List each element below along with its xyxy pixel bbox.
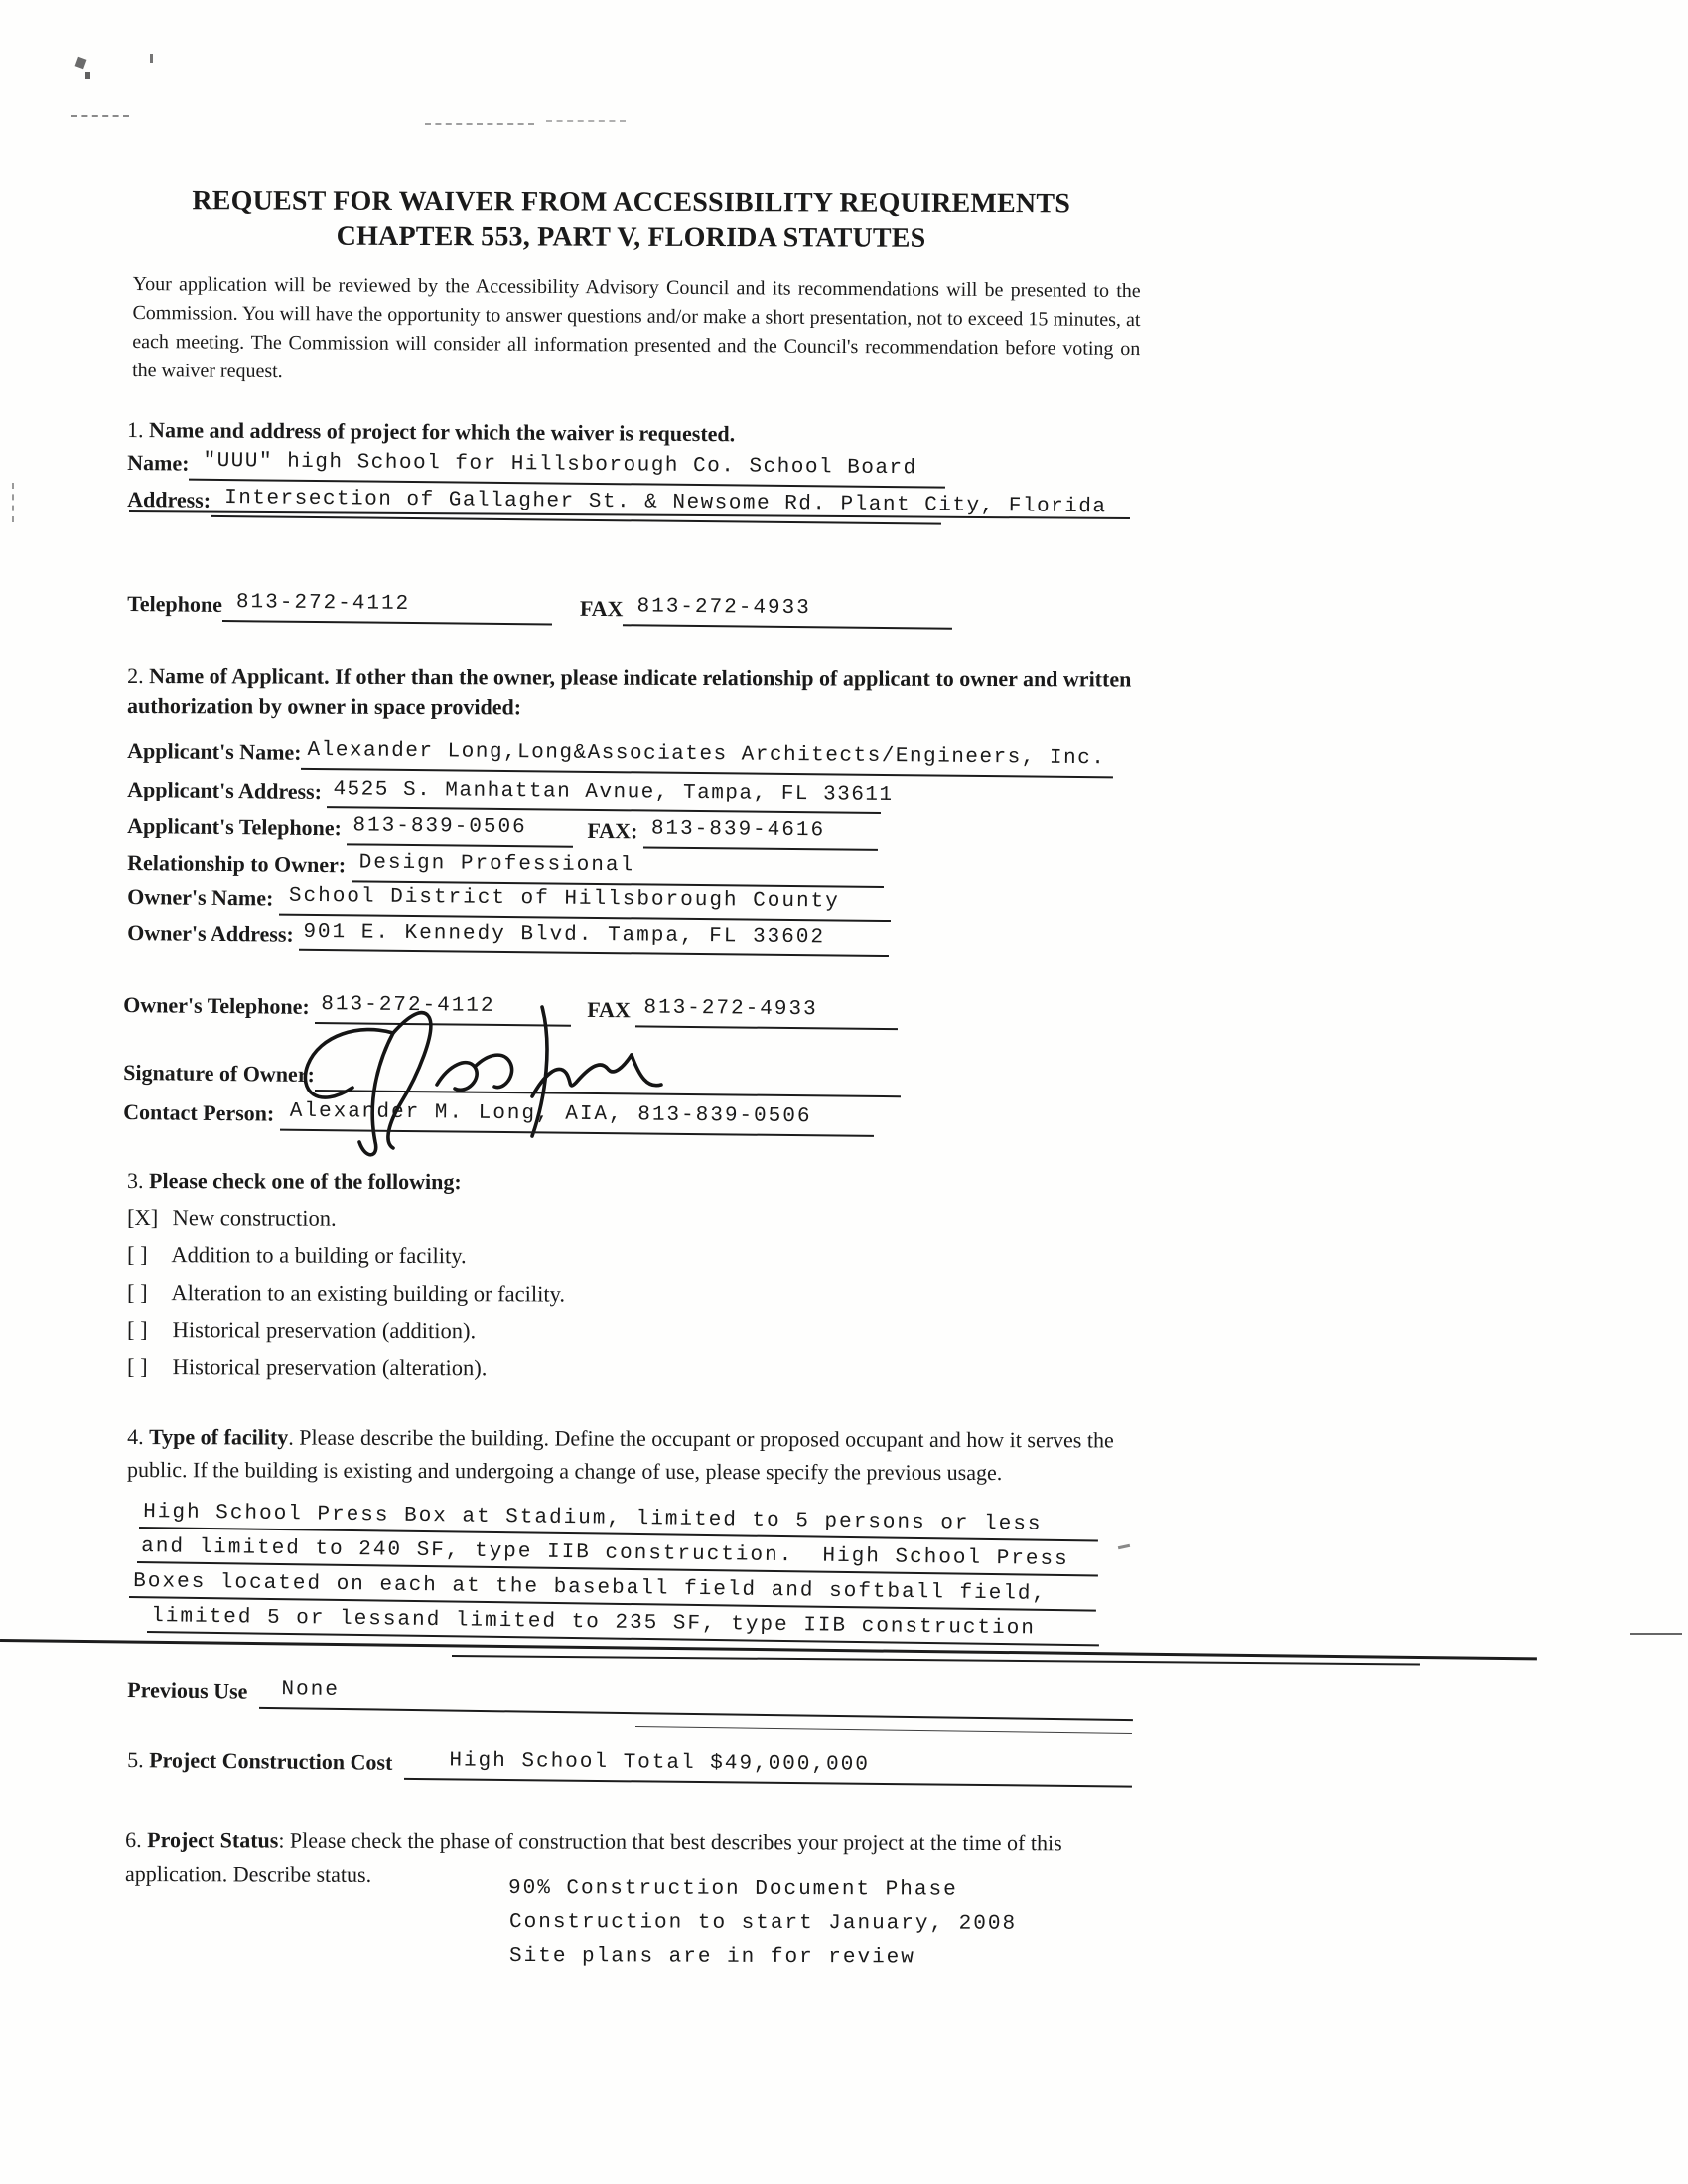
relationship-field: Design Professional	[351, 849, 883, 888]
project-status-line-3: Site plans are in for review	[509, 1945, 915, 1969]
section5-number: 5.	[127, 1747, 150, 1773]
construction-cost-field: High School Total $49,000,000	[404, 1747, 1132, 1788]
applicant-address-label: Applicant's Address:	[127, 777, 328, 804]
contact-person-row	[123, 1096, 874, 1137]
section3-title: Please check one of the following:	[149, 1168, 462, 1195]
applicant-telephone-field: 813-839-0506	[347, 812, 573, 847]
intro-paragraph: Your application will be reviewed by the Accessibility Advisory Council and its recommendations will be presented to the Commission. You will have the opportunity to answer questions and/or make a short presentation, not to exceed 15 minutes, at each meeting. The Commission will consider all information presented and the Council's recommendation before voting on the waiver request.	[132, 273, 1141, 383]
contact-person-label: Contact Person:	[123, 1099, 280, 1126]
section4-number: 4.	[127, 1424, 150, 1450]
owner-fax-field: 813-272-4933	[635, 994, 898, 1030]
owner-address-row	[127, 917, 889, 957]
owner-fax-label: FAX	[587, 996, 636, 1023]
checkbox-label: Alteration to an existing building or facility.	[167, 1280, 566, 1307]
owner-name-label: Owner's Name:	[127, 884, 280, 911]
scan-dash	[546, 120, 626, 122]
relationship-label: Relationship to Owner:	[127, 850, 352, 878]
project-address-label: Address:	[127, 487, 211, 512]
section2-number: 2.	[127, 663, 150, 689]
facility-description-line-3: Boxes located on each at the baseball field and softball field,	[129, 1570, 1096, 1612]
owner-address-field: 901 E. Kennedy Blvd. Tampa, FL 33602	[299, 919, 889, 957]
section2-title: Name of Applicant. If other than the owner, please indicate relationship of applicant to owner and written authorization by owner in space provided:	[127, 663, 1132, 720]
scan-dash	[71, 115, 129, 117]
project-fax-label: FAX	[579, 595, 624, 622]
checkbox-label: Historical preservation (addition).	[167, 1317, 477, 1344]
applicant-name-label: Applicant's Name:	[127, 738, 302, 765]
stray-dash	[1630, 1633, 1682, 1635]
checkbox-mark: [ ]	[127, 1354, 148, 1380]
construction-cost-label: Project Construction Cost	[149, 1747, 393, 1775]
applicant-fax-label: FAX:	[587, 817, 643, 844]
scan-speck	[150, 54, 153, 63]
checkbox-historical-alteration	[127, 1354, 487, 1381]
stray-rule	[635, 1726, 1132, 1734]
applicant-fax-field: 813-839-4616	[643, 815, 878, 850]
project-address-field: Intersection of Gallagher St. & Newsome Rd. Plant City, Florida	[211, 485, 941, 525]
construction-cost-row	[127, 1744, 1133, 1788]
checkbox-historical-addition	[127, 1317, 476, 1344]
project-name-field: "UUU" high School for Hillsborough Co. School Board	[189, 448, 945, 489]
scan-speck	[85, 72, 90, 79]
project-telephone-label: Telephone	[127, 591, 223, 618]
title-line-1: REQUEST FOR WAIVER FROM ACCESSIBILITY REQUIREMENTS	[192, 185, 1071, 219]
facility-description-line-1: High School Press Box at Stadium, limited to 5 persons or less	[139, 1501, 1098, 1541]
project-telephone-row	[127, 588, 953, 630]
title-line-2: CHAPTER 553, PART V, FLORIDA STATUTES	[336, 220, 926, 254]
checkbox-addition	[127, 1242, 467, 1269]
owner-telephone-label: Owner's Telephone:	[123, 992, 316, 1020]
applicant-address-field: 4525 S. Manhattan Avnue, Tampa, FL 33611	[327, 776, 881, 814]
owner-name-row	[127, 881, 891, 922]
facility-description-line-4: limited 5 or lessand limited to 235 SF, type IIB construction	[147, 1605, 1099, 1646]
section1-number: 1.	[127, 417, 150, 443]
section6-number: 6.	[125, 1827, 148, 1853]
checkbox-new-construction	[127, 1205, 337, 1232]
project-name-label: Name:	[127, 450, 190, 476]
section3-number: 3.	[127, 1168, 150, 1194]
scan-speck	[75, 57, 87, 69]
section1-heading	[127, 415, 735, 449]
applicant-telephone-label: Applicant's Telephone:	[127, 813, 348, 841]
contact-person-field: Alexander M. Long, AIA, 813-839-0506	[280, 1098, 874, 1137]
project-status-line-2: Construction to start January, 2008	[509, 1911, 1018, 1936]
applicant-telephone-row	[127, 810, 878, 851]
project-fax-field: 813-272-4933	[623, 593, 952, 629]
project-address-row	[127, 484, 1107, 525]
project-status-line-1: 90% Construction Document Phase	[508, 1877, 958, 1902]
applicant-name-row	[127, 735, 1114, 778]
section4-title-bold: Type of facility	[149, 1424, 289, 1450]
scan-dash	[425, 123, 534, 125]
scan-speck	[1118, 1544, 1130, 1549]
previous-use-row	[127, 1674, 1134, 1721]
applicant-address-row	[127, 774, 894, 814]
project-name-row	[127, 447, 946, 489]
previous-use-label: Previous Use	[127, 1677, 248, 1704]
owner-address-label: Owner's Address:	[127, 920, 300, 946]
section1-title: Name and address of project for which the waiver is requested.	[149, 417, 736, 447]
checkbox-label: Addition to a building or facility.	[167, 1242, 467, 1269]
checkbox-mark: [X]	[127, 1205, 159, 1231]
applicant-name-field: Alexander Long,Long&Associates Architects/Engineers, Inc.	[301, 737, 1113, 779]
checkbox-label: Historical preservation (alteration).	[167, 1354, 488, 1381]
section2-heading	[127, 661, 1138, 725]
document-title	[127, 183, 1135, 258]
owner-name-field: School District of Hillsborough County	[279, 883, 891, 922]
checkbox-label: New construction.	[167, 1205, 337, 1231]
scan-vertical-dash	[12, 483, 14, 522]
facility-description-line-2: and limited to 240 SF, type IIB construction. High School Press	[137, 1535, 1098, 1577]
checkbox-mark: [ ]	[127, 1280, 148, 1306]
owner-signature	[298, 993, 685, 1162]
section4-title-rest: . Please describe the building. Define the occupant or proposed occupant and how it serves the public. If the building is existing and undergoing a change of use, please specify the previous usage.	[127, 1424, 1114, 1486]
previous-use-field: None	[259, 1676, 1133, 1721]
section4-heading	[127, 1420, 1138, 1490]
owner-telephone-field: 813-272-4112	[315, 991, 571, 1027]
section6-title-rest: : Please check the phase of construction that best describes your project at the time of this application. Describe status.	[125, 1827, 1062, 1887]
section6-title-bold: Project Status	[147, 1827, 279, 1853]
checkbox-alteration	[127, 1280, 565, 1308]
checkbox-mark: [ ]	[127, 1317, 148, 1343]
checkbox-mark: [ ]	[127, 1242, 148, 1268]
project-telephone-field: 813-272-4112	[222, 589, 552, 625]
owner-signature-label: Signature of Owner:	[123, 1060, 316, 1088]
section3-heading	[127, 1166, 462, 1197]
